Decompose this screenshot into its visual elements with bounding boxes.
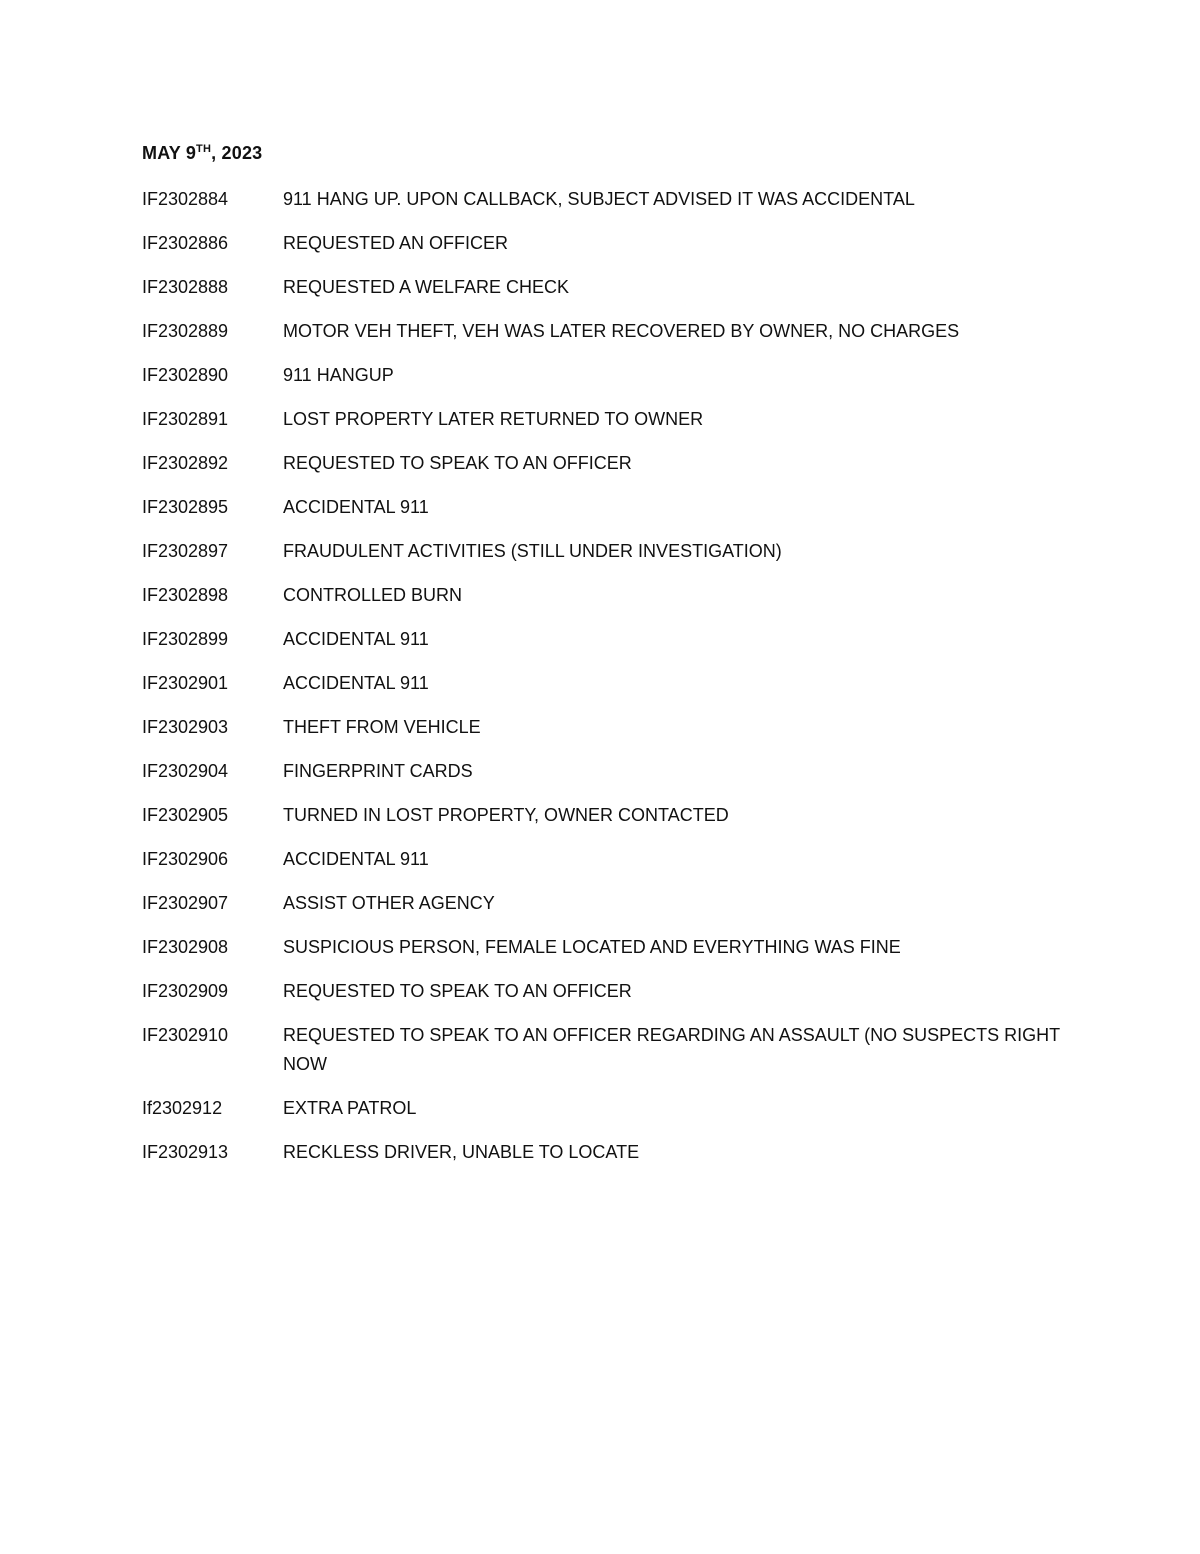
incident-number: IF2302884 <box>142 189 229 209</box>
incident-number: IF2302891 <box>142 409 229 429</box>
incident-description: ACCIDENTAL 911 <box>283 849 429 869</box>
incident-description: FINGERPRINT CARDS <box>283 761 473 781</box>
incident-number: IF2302907 <box>142 893 229 913</box>
log-entry <box>142 669 1062 698</box>
incident-number: IF2302908 <box>142 937 229 957</box>
incident-number: IF2302889 <box>142 321 229 341</box>
report-date-heading <box>142 143 262 164</box>
date-year: , 2023 <box>211 143 263 163</box>
incident-description: 911 HANGUP <box>283 365 394 385</box>
log-entry <box>142 977 1062 1006</box>
incident-description: RECKLESS DRIVER, UNABLE TO LOCATE <box>283 1142 640 1162</box>
incident-number: IF2302910 <box>142 1025 229 1045</box>
log-entry <box>142 537 1062 566</box>
incident-number: IF2302888 <box>142 277 229 297</box>
log-entry <box>142 405 1062 434</box>
incident-number: If2302912 <box>142 1098 223 1118</box>
incident-description: ASSIST OTHER AGENCY <box>283 893 495 913</box>
incident-description: CONTROLLED BURN <box>283 585 463 605</box>
log-entry <box>142 581 1062 610</box>
incident-number: IF2302898 <box>142 585 229 605</box>
log-entry <box>142 845 1062 874</box>
incident-number: IF2302913 <box>142 1142 229 1162</box>
incident-description: EXTRA PATROL <box>283 1098 417 1118</box>
incident-number: IF2302901 <box>142 673 229 693</box>
incident-number: IF2302899 <box>142 629 229 649</box>
incident-description: REQUESTED TO SPEAK TO AN OFFICER REGARDING AN ASSAULT (NO SUSPECTS RIGHT NOW <box>283 1025 1060 1074</box>
incident-number: IF2302897 <box>142 541 229 561</box>
incident-number: IF2302909 <box>142 981 229 1001</box>
log-entry <box>142 889 1062 918</box>
log-entry <box>142 361 1062 390</box>
log-entry <box>142 1138 1062 1167</box>
incident-number: IF2302890 <box>142 365 229 385</box>
incident-description: ACCIDENTAL 911 <box>283 673 429 693</box>
incident-number: IF2302906 <box>142 849 229 869</box>
incident-number: IF2302905 <box>142 805 229 825</box>
incident-description: REQUESTED A WELFARE CHECK <box>283 277 570 297</box>
incident-description: 911 HANG UP. UPON CALLBACK, SUBJECT ADVISED IT WAS ACCIDENTAL <box>283 189 915 209</box>
log-entry <box>142 801 1062 830</box>
log-entry <box>142 229 1062 258</box>
incident-description: THEFT FROM VEHICLE <box>283 717 481 737</box>
incident-description: REQUESTED AN OFFICER <box>283 233 509 253</box>
log-entry <box>142 933 1062 962</box>
log-entry <box>142 1021 1062 1079</box>
incident-description: FRAUDULENT ACTIVITIES (STILL UNDER INVESTIGATION) <box>283 541 782 561</box>
log-entry <box>142 713 1062 742</box>
incident-description: MOTOR VEH THEFT, VEH WAS LATER RECOVERED BY OWNER, NO CHARGES <box>283 321 960 341</box>
date-ordinal-suffix: TH <box>196 143 212 155</box>
incident-number: IF2302886 <box>142 233 229 253</box>
date-month-day: MAY 9 <box>142 143 197 163</box>
incident-number: IF2302903 <box>142 717 229 737</box>
log-entry <box>142 757 1062 786</box>
incident-log <box>142 185 1062 1182</box>
incident-description: LOST PROPERTY LATER RETURNED TO OWNER <box>283 409 704 429</box>
log-entry <box>142 317 1062 346</box>
incident-description: REQUESTED TO SPEAK TO AN OFFICER <box>283 453 632 473</box>
incident-number: IF2302895 <box>142 497 229 517</box>
incident-description: ACCIDENTAL 911 <box>283 629 429 649</box>
log-entry <box>142 625 1062 654</box>
incident-description: REQUESTED TO SPEAK TO AN OFFICER <box>283 981 632 1001</box>
log-entry <box>142 449 1062 478</box>
incident-description: TURNED IN LOST PROPERTY, OWNER CONTACTED <box>283 805 729 825</box>
log-entry <box>142 273 1062 302</box>
incident-number: IF2302904 <box>142 761 229 781</box>
incident-description: SUSPICIOUS PERSON, FEMALE LOCATED AND EVERYTHING WAS FINE <box>283 937 901 957</box>
incident-number: IF2302892 <box>142 453 229 473</box>
log-entry <box>142 185 1062 214</box>
log-entry <box>142 1094 1062 1123</box>
incident-description: ACCIDENTAL 911 <box>283 497 429 517</box>
log-entry <box>142 493 1062 522</box>
